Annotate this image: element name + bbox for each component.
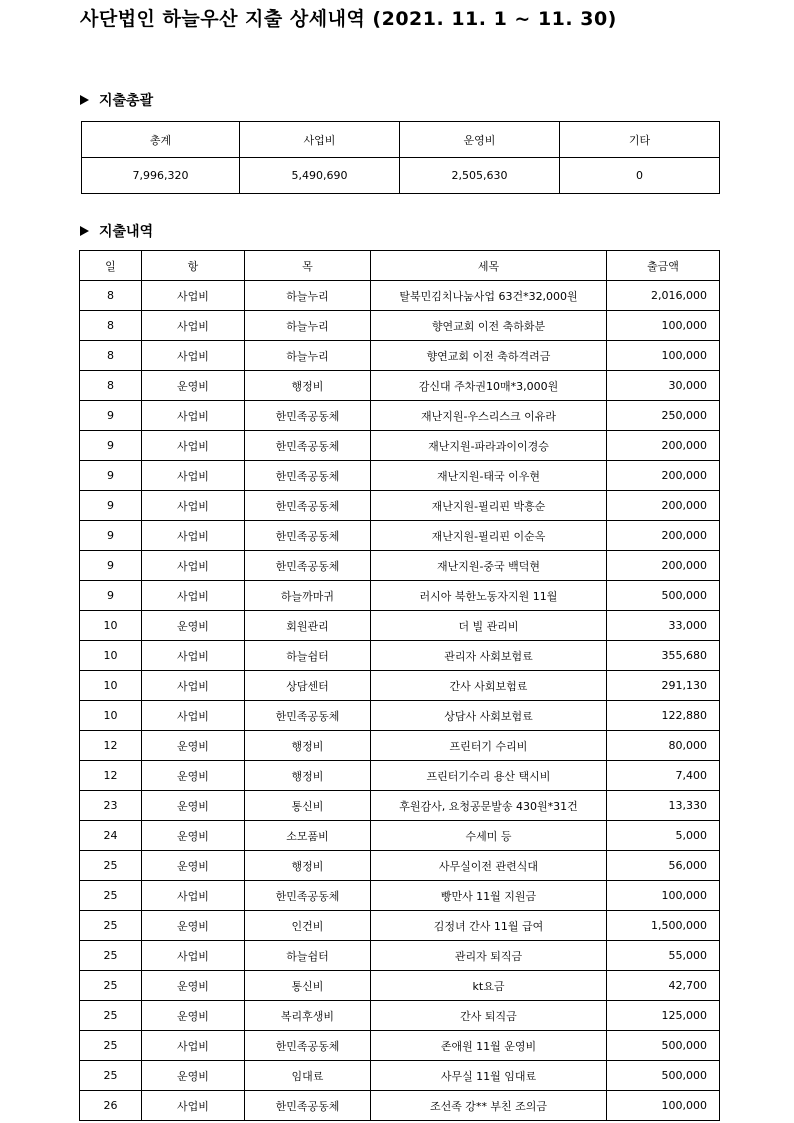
table-row xyxy=(80,701,720,731)
category-cell: 운영비 xyxy=(142,791,245,821)
summary-header-business: 사업비 xyxy=(240,122,400,158)
day-cell: 25 xyxy=(80,1061,142,1091)
amount-cell: 30,000 xyxy=(607,371,720,401)
amount-cell: 2,016,000 xyxy=(607,281,720,311)
item-cell: 상담센터 xyxy=(245,671,371,701)
day-cell: 10 xyxy=(80,611,142,641)
subitem-cell: 러시아 북한노동자지원 11월 xyxy=(371,581,607,611)
table-row xyxy=(80,821,720,851)
category-cell: 운영비 xyxy=(142,971,245,1001)
day-cell: 26 xyxy=(80,1091,142,1121)
triangle-bullet-icon xyxy=(80,95,89,105)
category-cell: 운영비 xyxy=(142,851,245,881)
summary-value-business: 5,490,690 xyxy=(240,158,400,194)
amount-cell: 80,000 xyxy=(607,731,720,761)
subitem-cell: kt요금 xyxy=(371,971,607,1001)
category-cell: 사업비 xyxy=(142,341,245,371)
subitem-cell: 향연교회 이전 축하격려금 xyxy=(371,341,607,371)
item-cell: 소모품비 xyxy=(245,821,371,851)
day-cell: 25 xyxy=(80,881,142,911)
item-cell: 하늘누리 xyxy=(245,341,371,371)
day-cell: 25 xyxy=(80,1031,142,1061)
category-cell: 운영비 xyxy=(142,761,245,791)
detail-table xyxy=(79,250,720,1121)
category-cell: 사업비 xyxy=(142,551,245,581)
subitem-cell: 김정녀 간사 11월 급여 xyxy=(371,911,607,941)
detail-heading-text: 지출내역 xyxy=(99,224,154,240)
table-row xyxy=(80,881,720,911)
detail-section-heading xyxy=(80,221,153,241)
amount-cell: 13,330 xyxy=(607,791,720,821)
table-row xyxy=(80,641,720,671)
day-cell: 9 xyxy=(80,521,142,551)
amount-cell: 42,700 xyxy=(607,971,720,1001)
summary-value-row xyxy=(82,158,720,194)
amount-cell: 200,000 xyxy=(607,521,720,551)
amount-cell: 291,130 xyxy=(607,671,720,701)
item-cell: 행정비 xyxy=(245,761,371,791)
amount-cell: 355,680 xyxy=(607,641,720,671)
category-cell: 사업비 xyxy=(142,311,245,341)
detail-header-subitem: 세목 xyxy=(371,251,607,281)
amount-cell: 122,880 xyxy=(607,701,720,731)
item-cell: 한민족공동체 xyxy=(245,551,371,581)
amount-cell: 200,000 xyxy=(607,551,720,581)
detail-table-body xyxy=(80,281,720,1121)
item-cell: 한민족공동체 xyxy=(245,1031,371,1061)
subitem-cell: 사무실 11월 임대료 xyxy=(371,1061,607,1091)
detail-header-amount: 출금액 xyxy=(607,251,720,281)
category-cell: 운영비 xyxy=(142,371,245,401)
day-cell: 9 xyxy=(80,401,142,431)
item-cell: 행정비 xyxy=(245,731,371,761)
category-cell: 사업비 xyxy=(142,641,245,671)
amount-cell: 100,000 xyxy=(607,311,720,341)
subitem-cell: 수세미 등 xyxy=(371,821,607,851)
category-cell: 운영비 xyxy=(142,611,245,641)
category-cell: 운영비 xyxy=(142,821,245,851)
table-row xyxy=(80,461,720,491)
category-cell: 사업비 xyxy=(142,701,245,731)
amount-cell: 200,000 xyxy=(607,431,720,461)
amount-cell: 250,000 xyxy=(607,401,720,431)
amount-cell: 125,000 xyxy=(607,1001,720,1031)
summary-header-operating: 운영비 xyxy=(400,122,560,158)
day-cell: 25 xyxy=(80,851,142,881)
table-row xyxy=(80,1031,720,1061)
item-cell: 하늘쉼터 xyxy=(245,641,371,671)
category-cell: 사업비 xyxy=(142,491,245,521)
category-cell: 사업비 xyxy=(142,431,245,461)
amount-cell: 500,000 xyxy=(607,1031,720,1061)
amount-cell: 500,000 xyxy=(607,581,720,611)
item-cell: 한민족공동체 xyxy=(245,881,371,911)
item-cell: 한민족공동체 xyxy=(245,401,371,431)
category-cell: 운영비 xyxy=(142,731,245,761)
item-cell: 복리후생비 xyxy=(245,1001,371,1031)
item-cell: 한민족공동체 xyxy=(245,1091,371,1121)
amount-cell: 200,000 xyxy=(607,461,720,491)
subitem-cell: 재난지원-태국 이우현 xyxy=(371,461,607,491)
summary-value-operating: 2,505,630 xyxy=(400,158,560,194)
category-cell: 사업비 xyxy=(142,401,245,431)
item-cell: 하늘쉼터 xyxy=(245,941,371,971)
item-cell: 하늘누리 xyxy=(245,281,371,311)
table-row xyxy=(80,431,720,461)
table-row xyxy=(80,851,720,881)
table-row xyxy=(80,611,720,641)
category-cell: 사업비 xyxy=(142,671,245,701)
day-cell: 25 xyxy=(80,941,142,971)
day-cell: 9 xyxy=(80,581,142,611)
item-cell: 한민족공동체 xyxy=(245,461,371,491)
subitem-cell: 향연교회 이전 축하화분 xyxy=(371,311,607,341)
day-cell: 10 xyxy=(80,701,142,731)
subitem-cell: 상담사 사회보험료 xyxy=(371,701,607,731)
category-cell: 사업비 xyxy=(142,941,245,971)
table-row xyxy=(80,671,720,701)
detail-header-item: 목 xyxy=(245,251,371,281)
item-cell: 인건비 xyxy=(245,911,371,941)
summary-header-total: 총계 xyxy=(82,122,240,158)
summary-header-row xyxy=(82,122,720,158)
day-cell: 24 xyxy=(80,821,142,851)
amount-cell: 5,000 xyxy=(607,821,720,851)
table-row xyxy=(80,761,720,791)
day-cell: 23 xyxy=(80,791,142,821)
triangle-bullet-icon xyxy=(80,226,89,236)
summary-value-total: 7,996,320 xyxy=(82,158,240,194)
subitem-cell: 재난지원-중국 백덕현 xyxy=(371,551,607,581)
subitem-cell: 사무실이전 관련식대 xyxy=(371,851,607,881)
subitem-cell: 빵만사 11월 지원금 xyxy=(371,881,607,911)
day-cell: 8 xyxy=(80,341,142,371)
day-cell: 9 xyxy=(80,551,142,581)
day-cell: 10 xyxy=(80,641,142,671)
item-cell: 행정비 xyxy=(245,851,371,881)
table-row xyxy=(80,1001,720,1031)
table-row xyxy=(80,791,720,821)
subitem-cell: 후원감사, 요청공문발송 430원*31건 xyxy=(371,791,607,821)
amount-cell: 100,000 xyxy=(607,1091,720,1121)
category-cell: 사업비 xyxy=(142,1031,245,1061)
category-cell: 사업비 xyxy=(142,1091,245,1121)
table-row xyxy=(80,1091,720,1121)
subitem-cell: 프린터기수리 용산 택시비 xyxy=(371,761,607,791)
amount-cell: 56,000 xyxy=(607,851,720,881)
item-cell: 한민족공동체 xyxy=(245,521,371,551)
item-cell: 하늘까마귀 xyxy=(245,581,371,611)
table-row xyxy=(80,971,720,1001)
detail-header-row xyxy=(80,251,720,281)
table-row xyxy=(80,401,720,431)
table-row xyxy=(80,491,720,521)
amount-cell: 100,000 xyxy=(607,881,720,911)
amount-cell: 200,000 xyxy=(607,491,720,521)
subitem-cell: 감신대 주차권10매*3,000원 xyxy=(371,371,607,401)
subitem-cell: 존애원 11월 운영비 xyxy=(371,1031,607,1061)
detail-header-category: 항 xyxy=(142,251,245,281)
subitem-cell: 재난지원-필리핀 이순옥 xyxy=(371,521,607,551)
summary-table xyxy=(81,121,720,194)
item-cell: 통신비 xyxy=(245,971,371,1001)
summary-value-other: 0 xyxy=(560,158,720,194)
table-row xyxy=(80,1061,720,1091)
category-cell: 사업비 xyxy=(142,881,245,911)
item-cell: 한민족공동체 xyxy=(245,491,371,521)
item-cell: 통신비 xyxy=(245,791,371,821)
table-row xyxy=(80,311,720,341)
amount-cell: 33,000 xyxy=(607,611,720,641)
summary-heading-text: 지출총괄 xyxy=(99,93,154,109)
day-cell: 12 xyxy=(80,731,142,761)
document-title: 사단법인 하늘우산 지출 상세내역 (2021. 11. 1 ~ 11. 30) xyxy=(80,8,617,30)
category-cell: 운영비 xyxy=(142,1061,245,1091)
day-cell: 8 xyxy=(80,311,142,341)
day-cell: 8 xyxy=(80,371,142,401)
day-cell: 12 xyxy=(80,761,142,791)
item-cell: 회원관리 xyxy=(245,611,371,641)
day-cell: 25 xyxy=(80,971,142,1001)
category-cell: 사업비 xyxy=(142,281,245,311)
subitem-cell: 간사 퇴직금 xyxy=(371,1001,607,1031)
amount-cell: 55,000 xyxy=(607,941,720,971)
subitem-cell: 탈북민김치나눔사업 63건*32,000원 xyxy=(371,281,607,311)
day-cell: 9 xyxy=(80,461,142,491)
amount-cell: 1,500,000 xyxy=(607,911,720,941)
table-row xyxy=(80,551,720,581)
day-cell: 25 xyxy=(80,1001,142,1031)
subitem-cell: 관리자 퇴직금 xyxy=(371,941,607,971)
item-cell: 임대료 xyxy=(245,1061,371,1091)
subitem-cell: 조선족 강** 부친 조의금 xyxy=(371,1091,607,1121)
subitem-cell: 프린터기 수리비 xyxy=(371,731,607,761)
subitem-cell: 재난지원-파라과이이경승 xyxy=(371,431,607,461)
subitem-cell: 재난지원-우스리스크 이유라 xyxy=(371,401,607,431)
amount-cell: 500,000 xyxy=(607,1061,720,1091)
table-row xyxy=(80,521,720,551)
subitem-cell: 재난지원-필리핀 박흥순 xyxy=(371,491,607,521)
item-cell: 행정비 xyxy=(245,371,371,401)
subitem-cell: 간사 사회보험료 xyxy=(371,671,607,701)
subitem-cell: 관리자 사회보험료 xyxy=(371,641,607,671)
item-cell: 한민족공동체 xyxy=(245,701,371,731)
item-cell: 하늘누리 xyxy=(245,311,371,341)
day-cell: 25 xyxy=(80,911,142,941)
table-row xyxy=(80,941,720,971)
table-row xyxy=(80,281,720,311)
table-row xyxy=(80,371,720,401)
table-row xyxy=(80,341,720,371)
item-cell: 한민족공동체 xyxy=(245,431,371,461)
amount-cell: 100,000 xyxy=(607,341,720,371)
day-cell: 10 xyxy=(80,671,142,701)
table-row xyxy=(80,581,720,611)
amount-cell: 7,400 xyxy=(607,761,720,791)
subitem-cell: 더 빌 관리비 xyxy=(371,611,607,641)
summary-section-heading xyxy=(80,90,153,110)
category-cell: 사업비 xyxy=(142,581,245,611)
table-row xyxy=(80,911,720,941)
day-cell: 9 xyxy=(80,431,142,461)
day-cell: 8 xyxy=(80,281,142,311)
table-row xyxy=(80,731,720,761)
category-cell: 사업비 xyxy=(142,521,245,551)
category-cell: 운영비 xyxy=(142,911,245,941)
summary-header-other: 기타 xyxy=(560,122,720,158)
detail-header-day: 일 xyxy=(80,251,142,281)
category-cell: 사업비 xyxy=(142,461,245,491)
day-cell: 9 xyxy=(80,491,142,521)
category-cell: 운영비 xyxy=(142,1001,245,1031)
